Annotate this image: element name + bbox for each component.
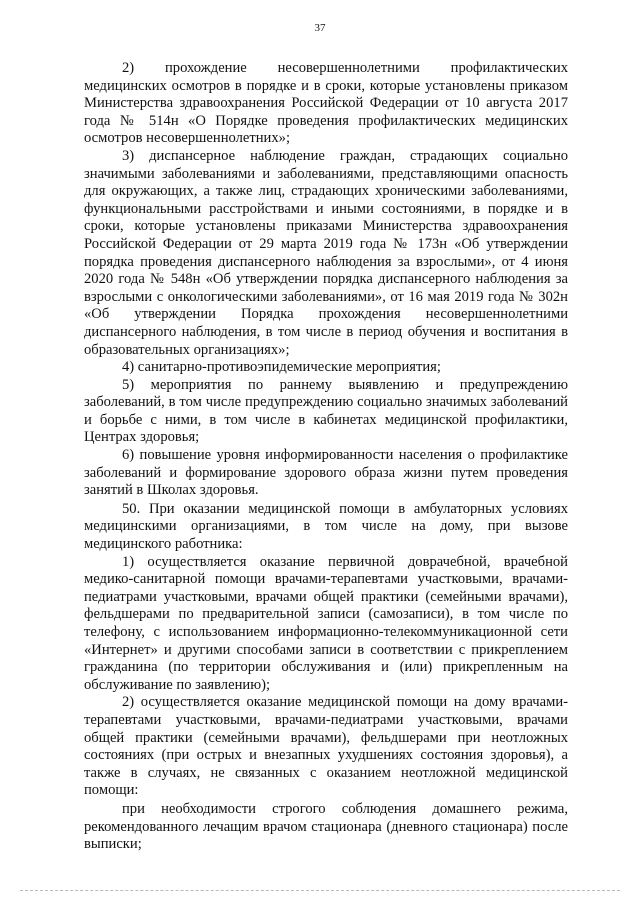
paragraph-clause-50-item-1: 1) осуществляется оказание первичной доврачебной, врачебной медико-санитарной помощи врачами-терапевтами участковыми, врачами-педиатрами участковыми, врачами общей практики (семейными врачами), фельдшерами по предварительной записи (самозаписи), в том числе по телефону, с использованием информационно-телекоммуникационной сети «Интернет» и другими способами записи в соответствии с прикреплением гражданина (по территории обслуживания и (или) прикрепленным на обслуживание по заявлению); (84, 553, 568, 693)
paragraph-item-5: 5) мероприятия по раннему выявлению и предупреждению заболеваний, в том числе предупреждению социально значимых заболеваний и борьбе с ними, в том числе в кабинетах медицинской профилактики, Центрах здоровья; (84, 376, 568, 446)
paragraph-item-2: 2) прохождение несовершеннолетними профилактических медицинских осмотров в порядке и в сроки, которые установлены приказом Министерства здравоохранения Российской Федерации от 10 августа 2017 года № 514н «О Порядке проведения профилактических медицинских осмотров несовершеннолетних»; (84, 60, 568, 147)
paragraph-clause-50-case: при необходимости строгого соблюдения домашнего режима, рекомендованного лечащим врачом стационара (дневного стационара) после выписки; (84, 800, 568, 853)
paragraph-clause-50: 50. При оказании медицинской помощи в амбулаторных условиях медицинскими организациями, в том числе на дому, при вызове медицинского работника: (84, 500, 568, 553)
paragraph-clause-50-item-2: 2) осуществляется оказание медицинской помощи на дому врачами-терапевтами участковыми, врачами-педиатрами участковыми, врачами общей практики (семейными врачами), фельдшерами при неотложных состояниях (при острых и внезапных ухудшениях состояния здоровья), а также в случаях, не связанных с оказанием неотложной медицинской помощи: (84, 694, 568, 799)
paragraph-item-4: 4) санитарно-противоэпидемические мероприятия; (122, 359, 441, 376)
page-number: 37 (314, 22, 326, 34)
paragraph-item-3: 3) диспансерное наблюдение граждан, страдающих социально значимыми заболеваниями и заболеваниями, представляющими опасность для окружающих, а также лиц, страдающих хроническими заболеваниями, функциональными расстройствами и иными состояниями, в порядке и в сроки, которые установлены приказами Министерства здравоохранения Российской Федерации от 29 марта 2019 года № 173н «Об утверждении порядка проведения диспансерного наблюдения за взрослыми», от 4 июня 2020 года № 548н «Об утверждении порядка диспансерного наблюдения за взрослыми с онкологическими заболеваниями», от 16 мая 2019 года № 302н «Об утверждении Порядка прохождения несовершеннолетними диспансерного наблюдения, в том числе в период обучения и воспитания в образовательных организациях»; (84, 147, 568, 358)
document-body (84, 60, 568, 854)
scan-artifact-divider (20, 890, 620, 891)
paragraph-item-6: 6) повышение уровня информированности населения о профилактике заболеваний и формирование здорового образа жизни путем проведения занятий в Школах здоровья. (84, 447, 568, 499)
